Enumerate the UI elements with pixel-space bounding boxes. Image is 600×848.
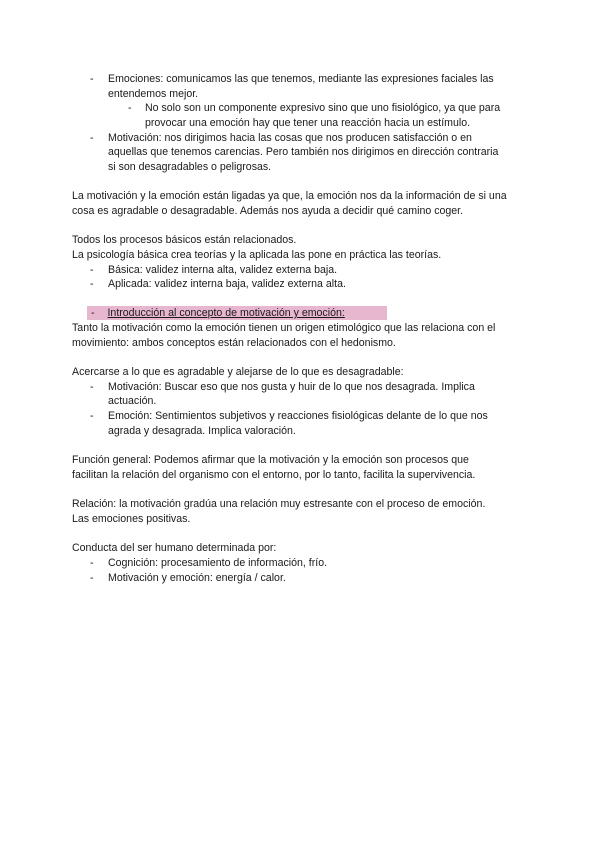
- bullet-motivacion-line-2: aquellas que tenemos carencias. Pero también nos dirigimos en dirección contraria: [108, 146, 499, 158]
- bullet-emociones-line-2: entendemos mejor.: [108, 88, 199, 100]
- paragraph-5-line-1: Función general: Podemos afirmar que la motivación y la emoción son procesos que: [72, 454, 469, 466]
- paragraph-5-line-2: facilitan la relación del organismo con el entorno, por lo tanto, facilita la supervivencia.: [72, 469, 476, 481]
- bullet-dash: -: [90, 381, 94, 393]
- sub-bullet-line-2: provocar una emoción hay que tener una reacción hacia un estímulo.: [145, 117, 471, 129]
- bullet-motivacion-line-3: si son desagradables o peligrosas.: [108, 161, 272, 173]
- paragraph-1-line-2: cosa es agradable o desagradable. Además nos ayuda a decidir qué camino coger.: [72, 205, 464, 217]
- list-item-aplicada: Aplicada: validez interna baja, validez externa alta.: [108, 278, 346, 290]
- paragraph-6-line-2: Las emociones positivas.: [72, 513, 191, 525]
- section-heading: [87, 306, 387, 320]
- list-item-motivacion-line-1: Motivación: Buscar eso que nos gusta y huir de lo que nos desagrada. Implica: [108, 381, 475, 393]
- paragraph-2-line-2: La psicología básica crea teorías y la aplicada las pone en práctica las teorías.: [72, 249, 442, 261]
- bullet-dash: -: [90, 264, 94, 276]
- paragraph-2-line-1: Todos los procesos básicos están relacionados.: [72, 234, 297, 246]
- heading-text: Introducción al concepto de motivación y emoción:: [107, 307, 345, 319]
- list-item-cognicion: Cognición: procesamiento de información, frío.: [108, 557, 328, 569]
- bullet-dash: -: [90, 278, 94, 290]
- heading-dash: -: [91, 307, 95, 319]
- bullet-emociones-line-1: Emociones: comunicamos las que tenemos, mediante las expresiones faciales las: [108, 73, 494, 85]
- bullet-dash: -: [90, 410, 94, 422]
- list-item-basica: Básica: validez interna alta, validez externa baja.: [108, 264, 338, 276]
- bullet-dash: -: [90, 572, 94, 584]
- sub-bullet-dash: -: [128, 102, 132, 114]
- paragraph-1-line-1: La motivación y la emoción están ligadas ya que, la emoción nos da la información de si una: [72, 190, 507, 202]
- bullet-dash: -: [90, 557, 94, 569]
- sub-bullet-line-1: No solo son un componente expresivo sino que uno fisiológico, ya que para: [145, 102, 501, 114]
- list-item-motivacion-emocion: Motivación y emoción: energía / calor.: [108, 572, 286, 584]
- paragraph-3-line-2: movimiento: ambos conceptos están relacionados con el hedonismo.: [72, 337, 396, 349]
- bullet-dash: -: [90, 73, 94, 85]
- bullet-dash: -: [90, 132, 94, 144]
- bullet-motivacion-line-1: Motivación: nos dirigimos hacia las cosas que nos producen satisfacción o en: [108, 132, 472, 144]
- list-item-motivacion-line-2: actuación.: [108, 395, 157, 407]
- paragraph-3-line-1: Tanto la motivación como la emoción tienen un origen etimológico que las relaciona con el: [72, 322, 496, 334]
- list-item-emocion-line-1: Emoción: Sentimientos subjetivos y reacciones fisiológicas delante de lo que nos: [108, 410, 488, 422]
- paragraph-6-line-1: Relación: la motivación gradúa una relación muy estresante con el proceso de emoción.: [72, 498, 486, 510]
- list-item-emocion-line-2: agrada y desagrada. Implica valoración.: [108, 425, 296, 437]
- paragraph-4: Acercarse a lo que es agradable y alejarse de lo que es desagradable:: [72, 366, 404, 378]
- paragraph-7: Conducta del ser humano determinada por:: [72, 542, 277, 554]
